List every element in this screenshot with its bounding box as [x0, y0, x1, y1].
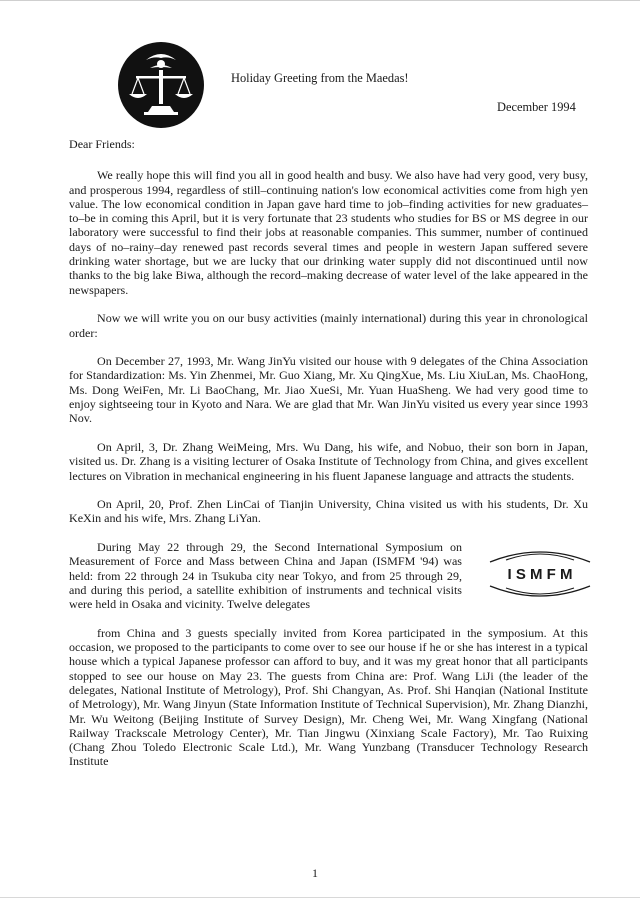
symposium-section — [69, 540, 588, 769]
paragraph-december-visit: On December 27, 1993, Mr. Wang JinYu visited our house with 9 delegates of the China Association for Standardization: Ms. Yin Zhenmei, Mr. Guo Xiang, Mr. Xu QingXue, Ms. Liu XiuLan, Ms. ChaoHong, Ms. Dong WeiFen, Mr. Li BaoChang, Mr. Jiao XueSi, Mr. Yuan HuaSheng. We had very good time to enjoy sightseeing tour in Kyoto and Nara. We are glad that Mr. Wan JinYu visited us every year since 1993 Nov. — [69, 354, 588, 426]
page-number: 1 — [312, 866, 318, 880]
ismfm-ellipse-logo-icon — [476, 546, 604, 602]
letter-body — [69, 137, 588, 783]
letter-title: Holiday Greeting from the Maedas! — [231, 71, 409, 85]
salutation: Dear Friends: — [69, 137, 135, 151]
paragraph-april-3-visit: On April, 3, Dr. Zhang WeiMeing, Mrs. Wu Dang, his wife, and Nobuo, their son born in Japan, visited us. Dr. Zhang is a visiting lecturer of Osaka Institute of Technology from China, and gives excellent lectures on Vibration in mechanical engineering in his fluent Japanese language and attracts the students. — [69, 439, 588, 483]
bottom-edge-rule — [0, 897, 640, 898]
paragraph-april-20-visit: On April, 20, Prof. Zhen LinCai of Tianjin University, China visited us with his students, Dr. Xu KeXin and his wife, Mrs. Zhang LiYan. — [69, 497, 588, 526]
paragraph-symposium-intro: During May 22 through 29, the Second International Symposium on Measurement of Force and Mass between China and Japan (ISMFM '94) was held: from 22 through 24 in Tsukuba city near Tokyo, and from 25 through 29, and during this period, a satellite exhibition of instruments and technical visits were held in Osaka and vicinity. Twelve delegates — [69, 540, 462, 612]
paragraph-intro-activities: Now we will write you on our busy activities (mainly international) during this year in chronological order: — [69, 311, 588, 340]
paragraph-greeting: We really hope this will find you all in good health and busy. We also have had very good, very busy, and prosperous 1994, regardless of still–continuing nation's low economical activities come from high yen value. The low economical condition in Japan gave hard time to job–finding activities for new graduates–to–be in coming this April, but it is very fortunate that 23 students who studies for BS or MS degree in our laboratory were successful to find their jobs at reasonable companies. This summer, number of continued days of no–rainy–day renewed past records several times and people in western Japan suffered severe drinking water shortage, but we are lucky that our drinking water supply did not discontinued until now thanks to the big lake Biwa, although the record–making decrease of water level of the lake appeared in the newspapers. — [69, 168, 588, 297]
top-edge-rule — [0, 0, 640, 1]
scales-of-justice-emblem-icon — [116, 40, 206, 130]
paragraph-symposium-guests: from China and 3 guests specially invited from Korea participated in the symposium. At this occasion, we proposed to the participants to come over to see our house if he or she has interest in a typical house which a typical Japanese professor can afford to buy, and it was my great honor that all participants stopped to see our house on May 23. The guests from China are: Prof. Wang LiJi (the leader of the delegates, National Institute of Metrology), Prof. Shi Changyan, As. Prof. Shi Hanqian (National Institute of Metrology), Mr. Wang Jinyun (State Information Institute of Technical Supervision), Mr. Zhang Dianzhi, Mr. Wu Weitong (Beijing Institute of Survey Design), Mr. Cheng Wei, Mr. Wang Xingfang (National Railway Trackscale Metrology Center), Mr. Tian Jingwu (Xinxiang Scale Factory), Mr. Tao Ruixing (Chang Zhou Toledo Electronic Scale Ltd.), Mr. Wang Yunzbang (Transducer Technology Research Institute — [69, 625, 589, 769]
ismfm-logo-text: I S M F M — [507, 566, 573, 584]
letter-date: December 1994 — [497, 100, 576, 114]
